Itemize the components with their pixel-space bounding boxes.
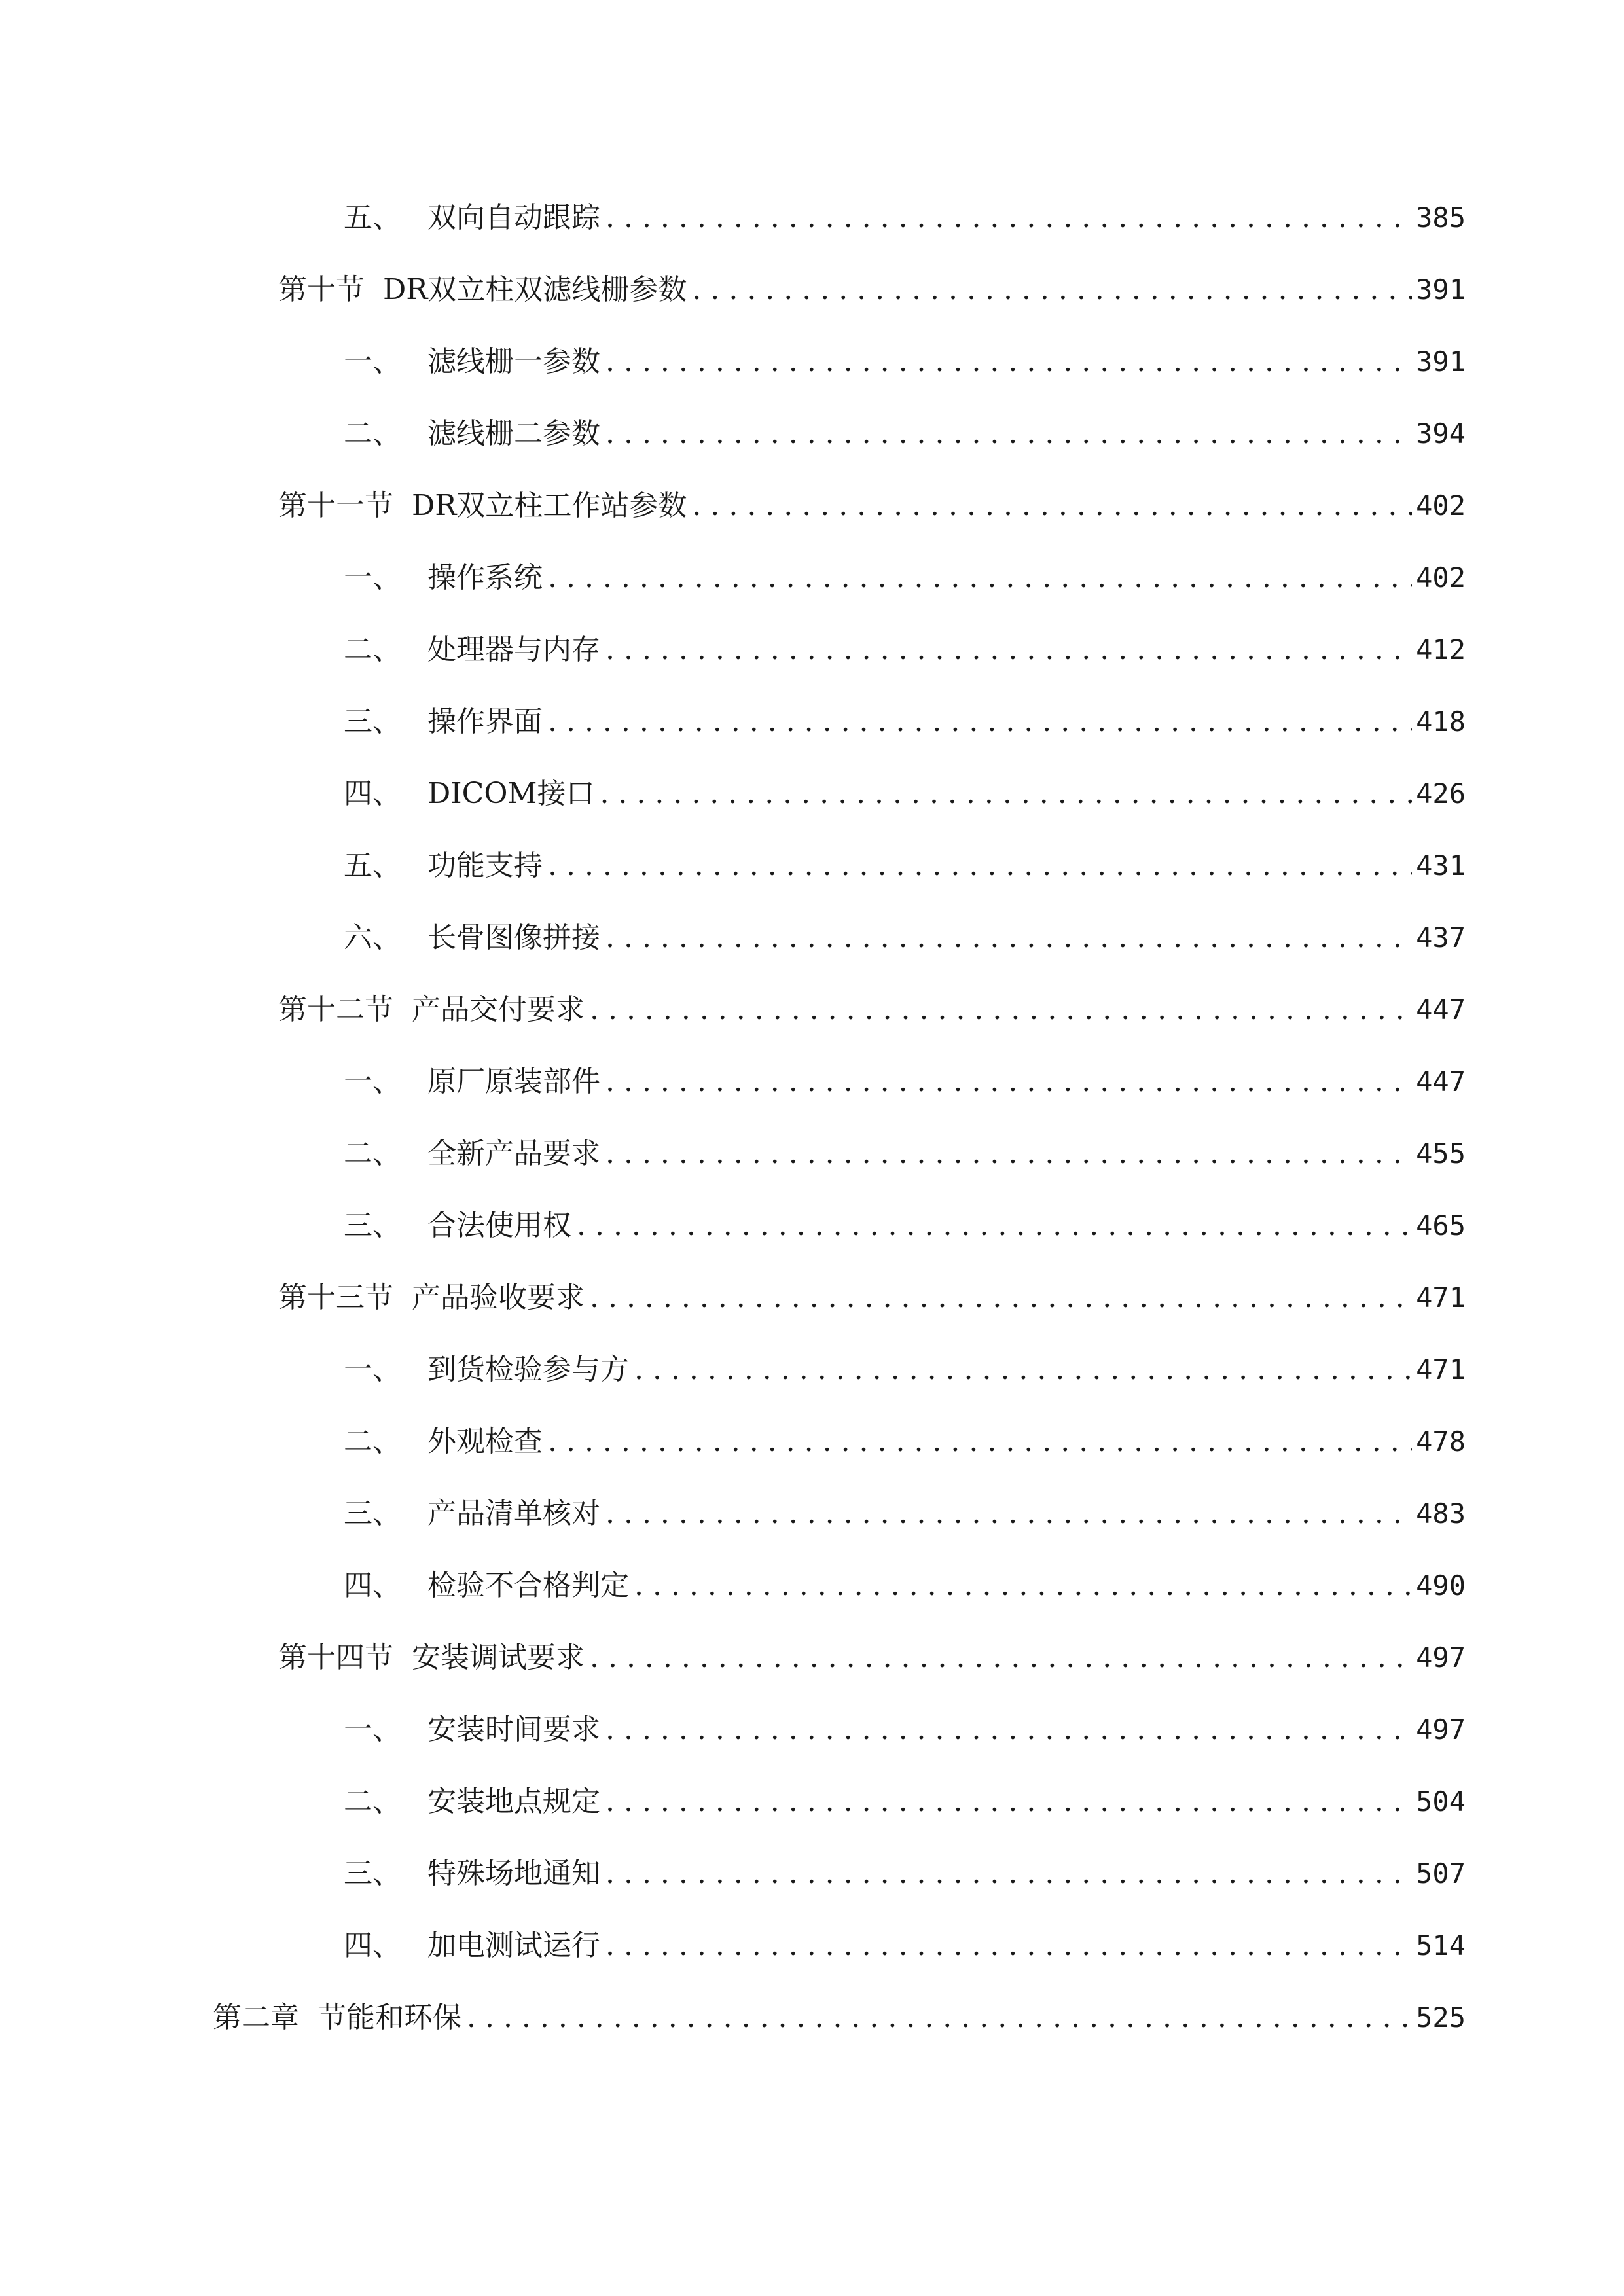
toc-entry-number: 第二章 (213, 2001, 299, 2034)
toc-entry-title: 双向自动跟踪 (427, 201, 600, 234)
toc-entry[interactable] (344, 411, 1466, 457)
toc-entry[interactable] (344, 627, 1466, 673)
dot-leader (548, 843, 1412, 889)
toc-entry-page: 465 (1416, 1210, 1466, 1242)
toc-entry-page: 418 (1416, 706, 1466, 738)
toc-entry-title: 外观检查 (427, 1425, 543, 1458)
toc-entry[interactable] (344, 1491, 1466, 1537)
toc-entry-number: 第十二节 (278, 993, 393, 1026)
dot-leader (467, 1995, 1412, 2041)
toc-entry-page: 525 (1416, 2001, 1466, 2034)
toc-entry-number: 四、 (344, 1929, 401, 1962)
toc-entry[interactable] (344, 1923, 1466, 1969)
toc-entry-title: DR双立柱双滤线栅参数 (383, 273, 687, 306)
toc-entry[interactable] (278, 1275, 1466, 1321)
dot-leader (605, 1131, 1412, 1177)
dot-leader (692, 267, 1412, 313)
toc-entry-page: 385 (1416, 202, 1466, 234)
toc-entry-page: 504 (1416, 1785, 1466, 1818)
toc-entry[interactable] (344, 1347, 1466, 1393)
toc-entry-title: DICOM接口 (427, 777, 595, 810)
toc-entry-title: 节能和环保 (317, 2001, 461, 2034)
toc-entry-page: 437 (1416, 922, 1466, 954)
toc-entry-page: 394 (1416, 418, 1466, 450)
toc-entry-number: 三、 (344, 1497, 401, 1530)
toc-entry-title: 操作界面 (427, 705, 543, 738)
toc-entry[interactable] (344, 1131, 1466, 1177)
toc-entry-page: 431 (1416, 850, 1466, 882)
toc-entry-number: 三、 (344, 1209, 401, 1242)
dot-leader (590, 987, 1412, 1033)
toc-entry[interactable] (344, 771, 1466, 817)
toc-entry-page: 412 (1416, 634, 1466, 666)
toc-entry-title: 产品交付要求 (412, 993, 585, 1026)
toc-entry-title: 功能支持 (427, 849, 543, 882)
dot-leader (600, 771, 1412, 817)
dot-leader (605, 627, 1412, 673)
toc-entry-page: 514 (1416, 1929, 1466, 1962)
toc-entry-number: 四、 (344, 1569, 401, 1602)
toc-entry-number: 二、 (344, 417, 401, 450)
toc-entry-number: 第十四节 (278, 1641, 393, 1674)
dot-leader (605, 411, 1412, 457)
toc-entry-number: 二、 (344, 633, 401, 666)
toc-entry-page: 455 (1416, 1138, 1466, 1170)
toc-entry-title: 安装时间要求 (427, 1713, 600, 1746)
dot-leader (590, 1275, 1412, 1321)
toc-entry[interactable] (344, 915, 1466, 961)
toc-entry-title: 特殊场地通知 (427, 1857, 600, 1890)
toc-entry-page: 507 (1416, 1857, 1466, 1890)
toc-entry-title: 原厂原装部件 (427, 1065, 600, 1098)
toc-entry-title: 滤线栅二参数 (427, 417, 600, 450)
toc-entry[interactable] (344, 195, 1466, 241)
toc-entry[interactable] (278, 1635, 1466, 1681)
toc-entry-page: 490 (1416, 1570, 1466, 1602)
toc-entry-title: 处理器与内存 (427, 633, 600, 666)
dot-leader (605, 1491, 1412, 1537)
toc-entry-page: 402 (1416, 562, 1466, 594)
toc-entry-number: 第十三节 (278, 1281, 393, 1314)
toc-entry-title: 长骨图像拼接 (427, 921, 600, 954)
toc-entry-title: 全新产品要求 (427, 1137, 600, 1170)
dot-leader (577, 1203, 1412, 1249)
toc-entry-page: 483 (1416, 1498, 1466, 1530)
toc-entry-title: 安装地点规定 (427, 1785, 600, 1818)
toc-entry-number: 三、 (344, 1857, 401, 1890)
toc-entry-title: 到货检验参与方 (427, 1353, 629, 1386)
toc-entry[interactable] (344, 699, 1466, 745)
dot-leader (605, 339, 1412, 385)
toc-entry-number: 第十一节 (278, 489, 393, 522)
toc-entry-number: 一、 (344, 561, 401, 594)
toc-entry[interactable] (344, 1779, 1466, 1825)
toc-entry[interactable] (344, 1203, 1466, 1249)
toc-entry[interactable] (278, 987, 1466, 1033)
dot-leader (605, 1851, 1412, 1897)
toc-entry-number: 三、 (344, 705, 401, 738)
toc-entry-number: 五、 (344, 201, 401, 234)
dot-leader (605, 1779, 1412, 1825)
toc-entry-title: 操作系统 (427, 561, 543, 594)
toc-entry-number: 一、 (344, 1065, 401, 1098)
dot-leader (548, 555, 1412, 601)
toc-entry[interactable] (344, 843, 1466, 889)
toc-entry-number: 二、 (344, 1785, 401, 1818)
toc-entry[interactable] (344, 1707, 1466, 1753)
toc-entry-page: 391 (1416, 346, 1466, 378)
toc-entry-number: 二、 (344, 1425, 401, 1458)
toc-entry-number: 五、 (344, 849, 401, 882)
toc-entry-page: 471 (1416, 1354, 1466, 1386)
toc-entry-number: 四、 (344, 777, 401, 810)
toc-entry-title: 检验不合格判定 (427, 1569, 629, 1602)
toc-entry-page: 391 (1416, 274, 1466, 306)
toc-entry-number: 一、 (344, 1713, 401, 1746)
toc-entry-number: 第十节 (278, 273, 365, 306)
dot-leader (605, 915, 1412, 961)
dot-leader (548, 1419, 1412, 1465)
toc-entry-page: 497 (1416, 1641, 1466, 1674)
toc-entry[interactable] (213, 1995, 1466, 2041)
toc-entry[interactable] (344, 1851, 1466, 1897)
dot-leader (634, 1563, 1412, 1609)
dot-leader (605, 1707, 1412, 1753)
toc-entry[interactable] (344, 1059, 1466, 1105)
toc-entry-title: 合法使用权 (427, 1209, 571, 1242)
toc-entry-title: 滤线栅一参数 (427, 345, 600, 378)
toc-entry[interactable] (278, 483, 1466, 529)
toc-entry[interactable] (344, 339, 1466, 385)
dot-leader (605, 1059, 1412, 1105)
toc-entry-page: 497 (1416, 1713, 1466, 1746)
toc-entry-page: 447 (1416, 994, 1466, 1026)
dot-leader (692, 483, 1412, 529)
toc-entry-number: 一、 (344, 1353, 401, 1386)
dot-leader (605, 195, 1412, 241)
toc-entry[interactable] (344, 555, 1466, 601)
toc-entry[interactable] (344, 1419, 1466, 1465)
toc-entry[interactable] (278, 267, 1466, 313)
toc-entry[interactable] (344, 1563, 1466, 1609)
toc-entry-page: 471 (1416, 1282, 1466, 1314)
toc-entry-number: 二、 (344, 1137, 401, 1170)
dot-leader (634, 1347, 1412, 1393)
dot-leader (590, 1635, 1412, 1681)
toc-entry-number: 六、 (344, 921, 401, 954)
toc-entry-page: 402 (1416, 490, 1466, 522)
toc-entry-title: DR双立柱工作站参数 (412, 489, 687, 522)
toc-entry-title: 产品验收要求 (412, 1281, 585, 1314)
dot-leader (548, 699, 1412, 745)
toc-entry-title: 加电测试运行 (427, 1929, 600, 1962)
toc-entry-number: 一、 (344, 345, 401, 378)
toc-entry-title: 安装调试要求 (412, 1641, 585, 1674)
dot-leader (605, 1923, 1412, 1969)
toc-entry-title: 产品清单核对 (427, 1497, 600, 1530)
toc-entry-page: 478 (1416, 1426, 1466, 1458)
toc-entry-page: 426 (1416, 778, 1466, 810)
toc-entry-page: 447 (1416, 1066, 1466, 1098)
